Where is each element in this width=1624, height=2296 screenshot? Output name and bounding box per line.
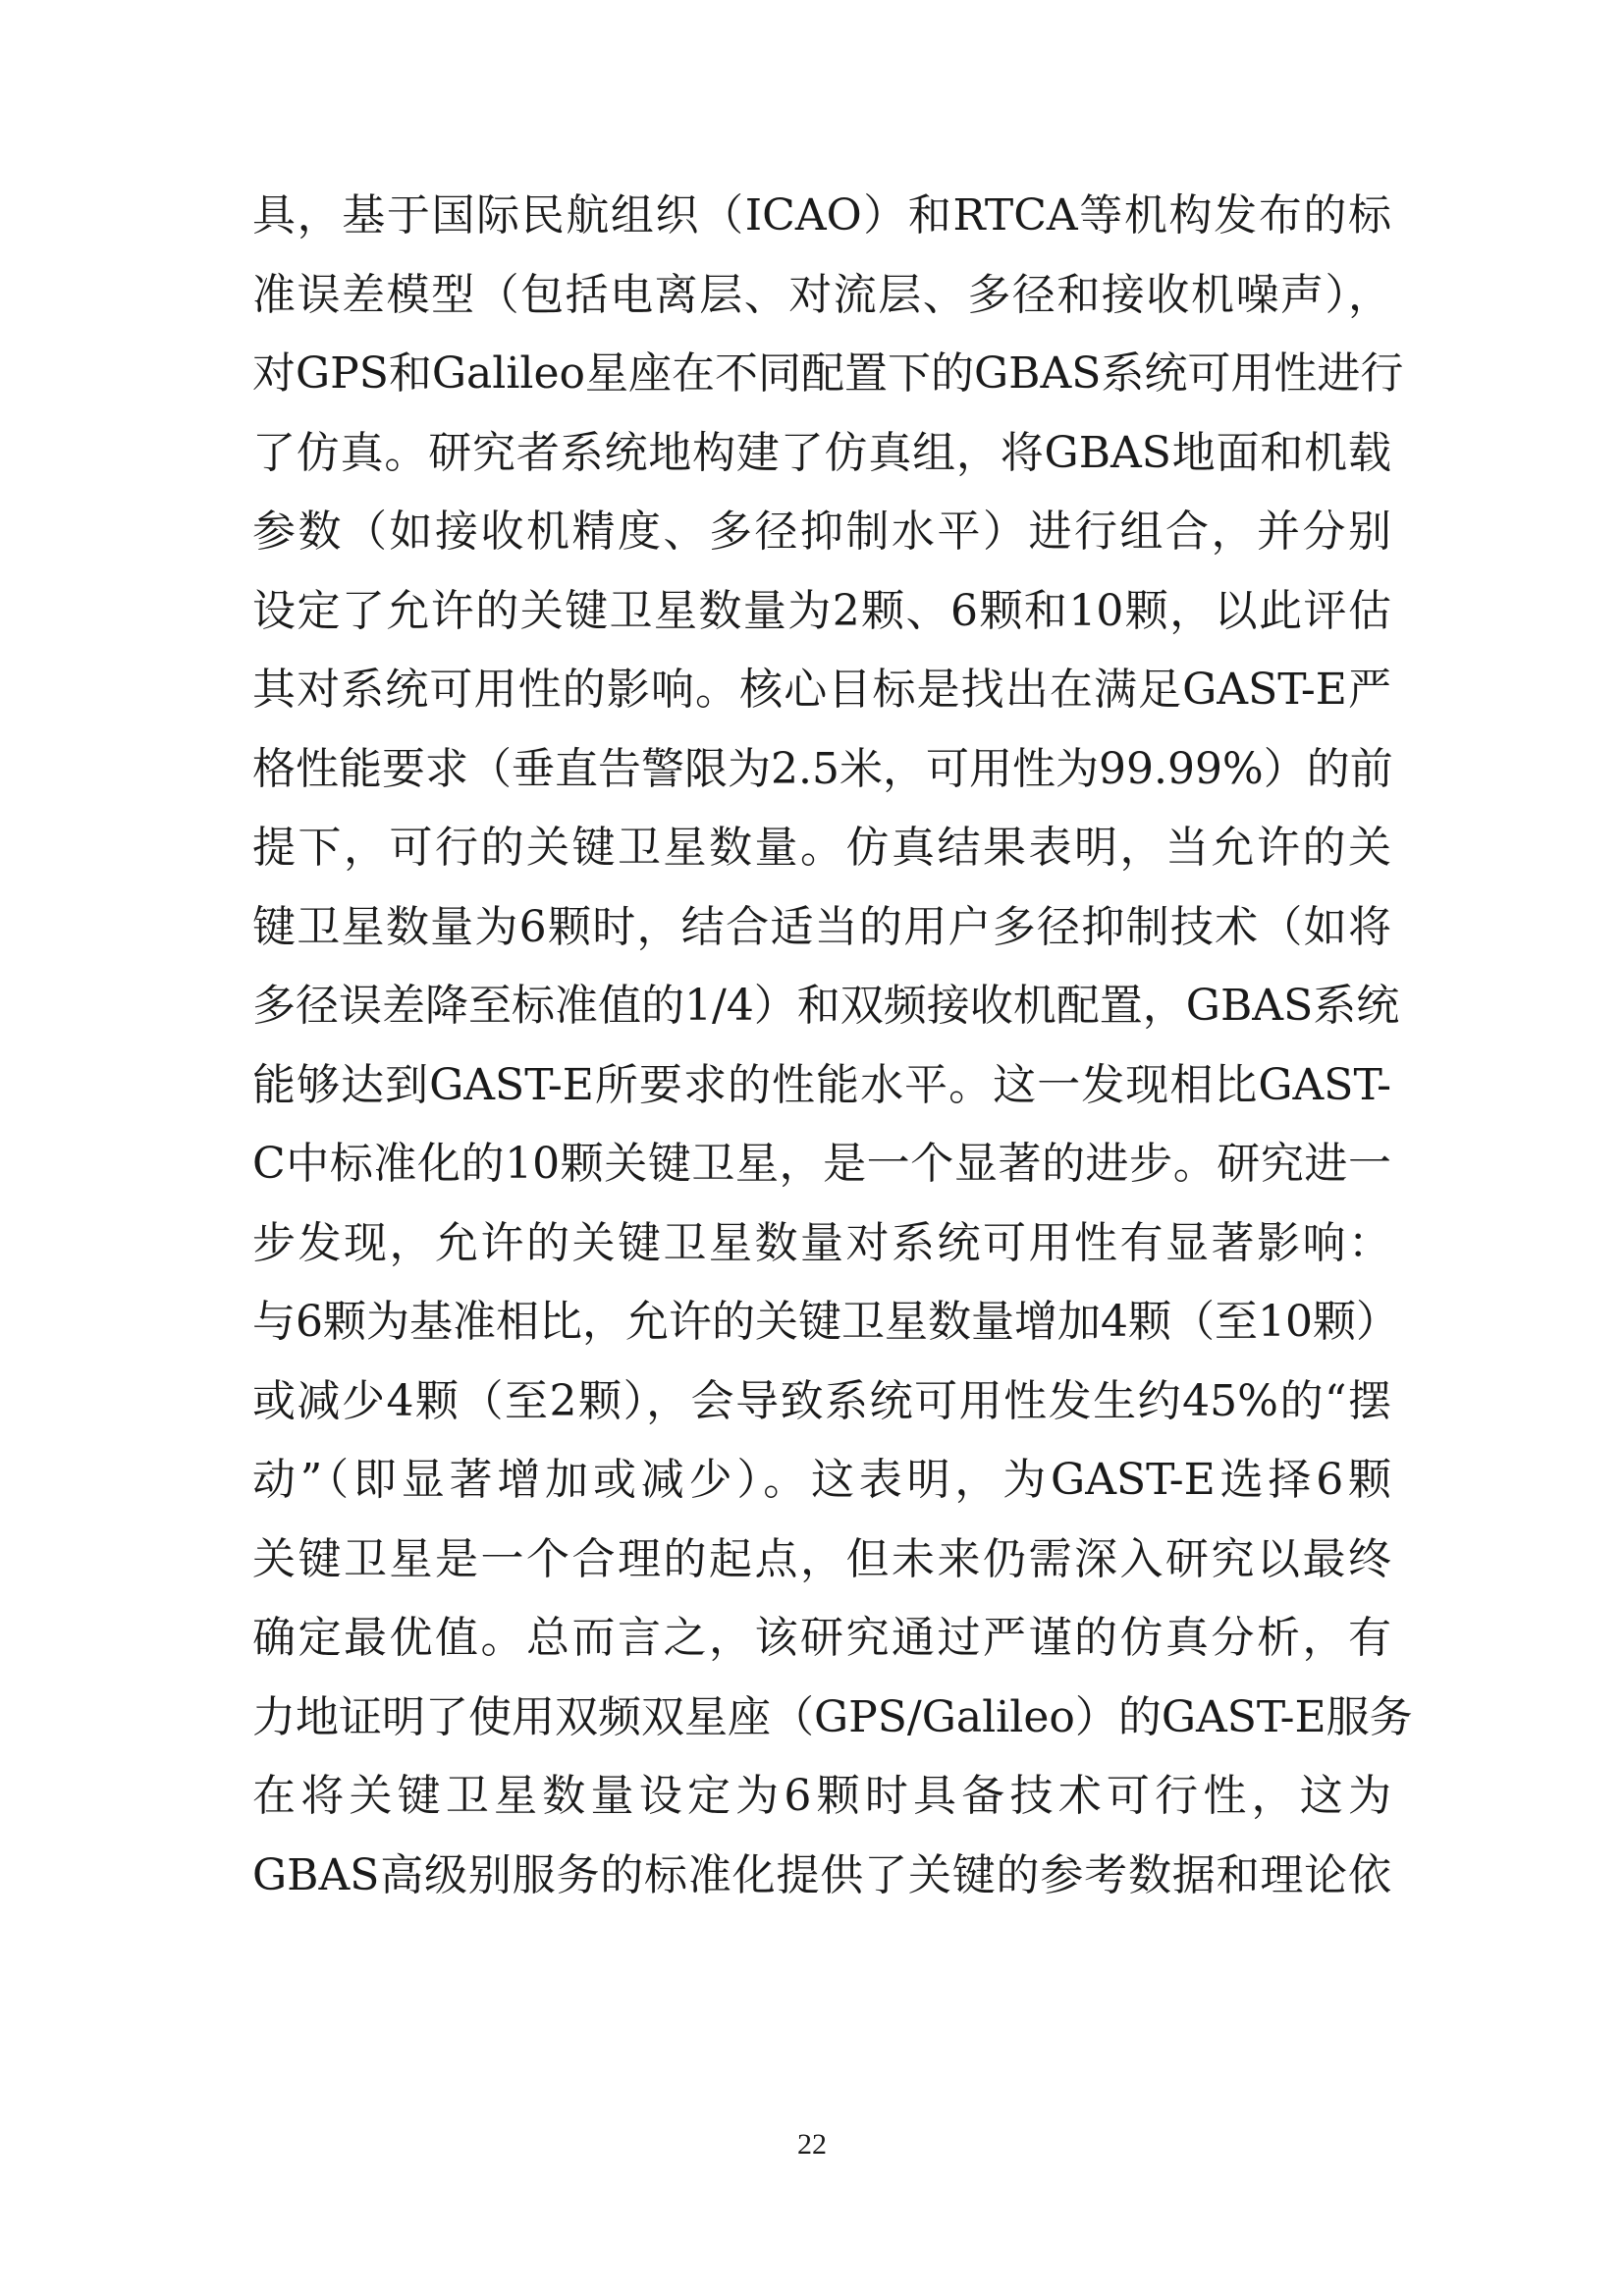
text-line: 关键卫星是一个合理的起点，但未来仍需深入研究以最终	[252, 1533, 1391, 1584]
text-line: 对GPS和Galileo星座在不同配置下的GBAS系统可用性进行	[252, 348, 1404, 399]
text-line: 了仿真。研究者系统地构建了仿真组，将GBAS地面和机载	[252, 427, 1391, 478]
text-line: 提下，可行的关键卫星数量。仿真结果表明，当允许的关	[252, 823, 1391, 873]
text-line: 或减少4颗（至2颗），会导致系统可用性发生约45%的“摆	[252, 1375, 1391, 1426]
text-line: 在将关键卫星数量设定为6颗时具备技术可行性，这为	[252, 1771, 1391, 1821]
text-line: 其对系统可用性的影响。核心目标是找出在满足GAST-E严	[252, 665, 1391, 715]
text-line: 力地证明了使用双频双星座（GPS/Galileo）的GAST-E服务	[252, 1691, 1413, 1742]
text-line: 设定了允许的关键卫星数量为2颗、6颗和10颗，以此评估	[252, 585, 1391, 636]
text-line: 参数（如接收机精度、多径抑制水平）进行组合，并分别	[252, 507, 1391, 557]
text-line: 准误差模型（包括电离层、对流层、多径和接收机噪声），	[252, 269, 1391, 320]
text-line: 具，基于国际民航组织（ICAO）和RTCA等机构发布的标	[252, 190, 1391, 240]
body-text	[252, 177, 1413, 1915]
text-line: 步发现，允许的关键卫星数量对系统可用性有显著影响：	[252, 1217, 1391, 1268]
text-line: 确定最优值。总而言之，该研究通过严谨的仿真分析，有	[252, 1613, 1391, 1663]
text-line: 与6颗为基准相比，允许的关键卫星数量增加4颗（至10颗）	[252, 1297, 1399, 1347]
text-line: 键卫星数量为6颗时，结合适当的用户多径抑制技术（如将	[252, 901, 1391, 952]
text-line: 能够达到GAST-E所要求的性能水平。这一发现相比GAST-	[252, 1059, 1391, 1110]
text-line: C中标准化的10颗关键卫星，是一个显著的进步。研究进一	[252, 1139, 1391, 1189]
text-line: 多径误差降至标准值的1/4）和双频接收机配置，GBAS系统	[252, 981, 1400, 1031]
text-line: 格性能要求（垂直告警限为2.5米，可用性为99.99%）的前	[252, 743, 1393, 794]
page-number: 22	[797, 2128, 827, 2161]
text-line: GBAS高级别服务的标准化提供了关键的参考数据和理论依	[252, 1849, 1391, 1900]
text-line: 动”（即显著增加或减少）。这表明，为GAST-E选择6颗	[252, 1455, 1391, 1505]
